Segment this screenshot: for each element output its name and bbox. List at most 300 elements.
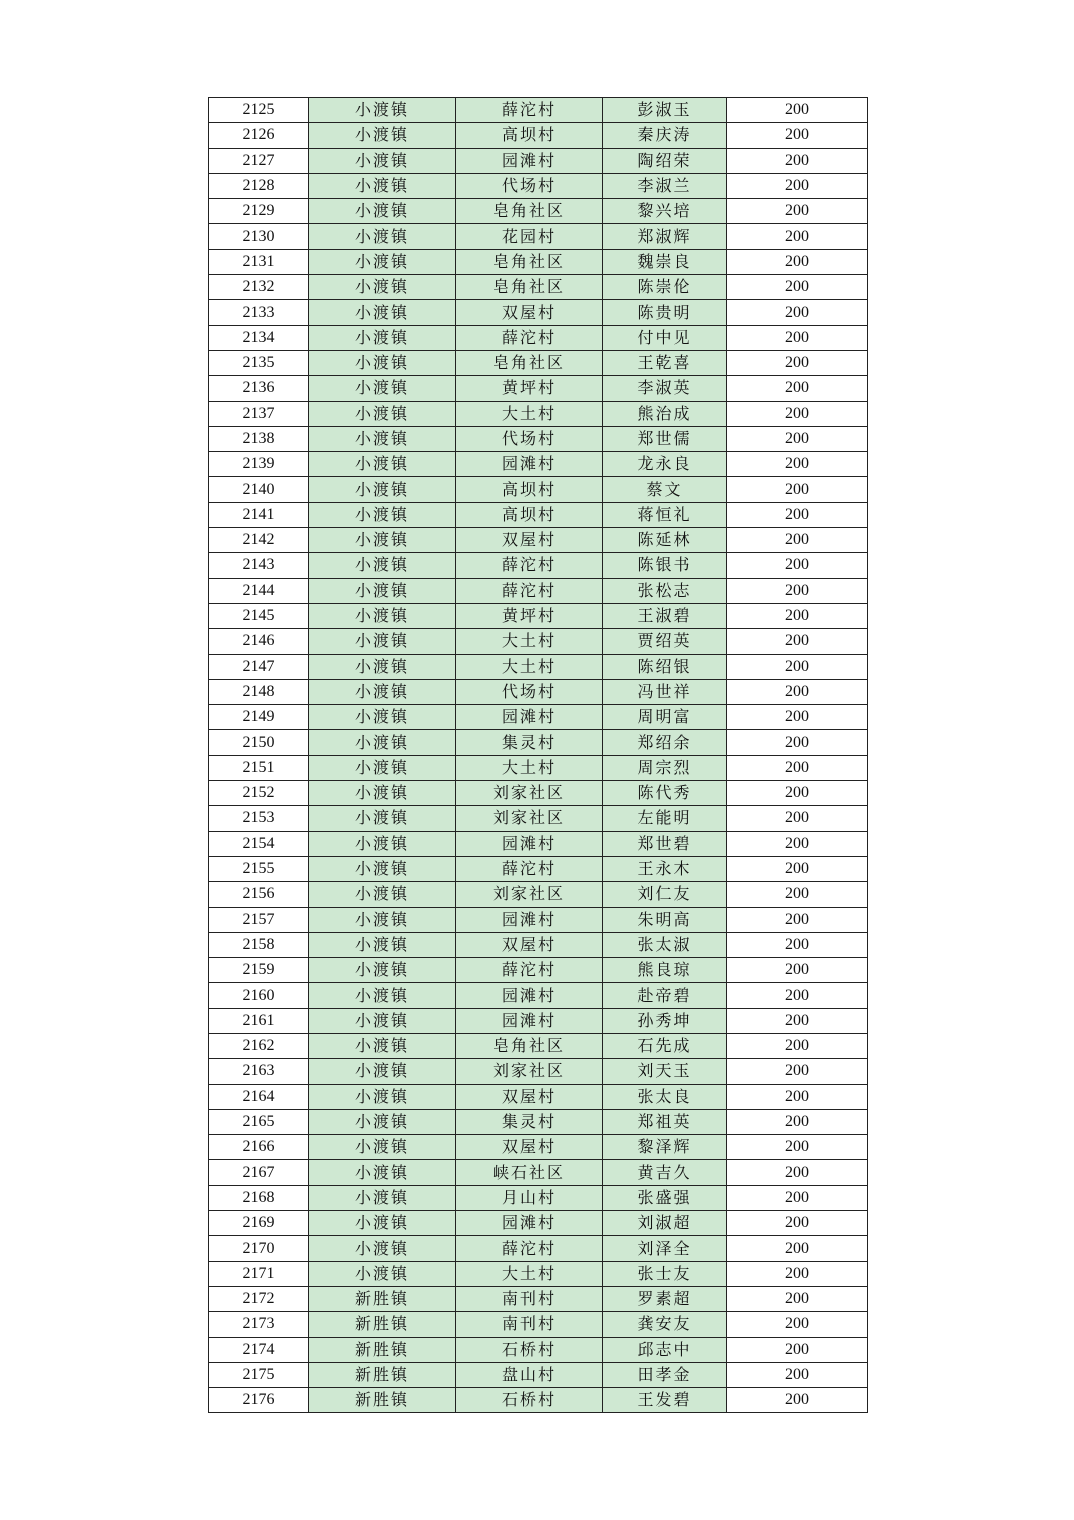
row-number-cell: 2131 xyxy=(209,249,309,274)
table-row xyxy=(209,1211,868,1236)
row-number-cell: 2157 xyxy=(209,907,309,932)
table-row xyxy=(209,654,868,679)
row-number-cell: 2129 xyxy=(209,199,309,224)
amount-cell: 200 xyxy=(727,629,868,654)
village-cell: 大土村 xyxy=(456,1261,603,1286)
town-cell: 小渡镇 xyxy=(309,1084,456,1109)
town-cell: 小渡镇 xyxy=(309,426,456,451)
village-cell: 薛沱村 xyxy=(456,325,603,350)
person-name-cell: 石先成 xyxy=(603,1033,727,1058)
village-cell: 高坝村 xyxy=(456,502,603,527)
town-cell: 小渡镇 xyxy=(309,199,456,224)
person-name-cell: 张太淑 xyxy=(603,932,727,957)
table-row xyxy=(209,1008,868,1033)
village-cell: 皂角社区 xyxy=(456,275,603,300)
person-name-cell: 左能明 xyxy=(603,806,727,831)
table-row xyxy=(209,249,868,274)
person-name-cell: 付中见 xyxy=(603,325,727,350)
table-row xyxy=(209,629,868,654)
amount-cell: 200 xyxy=(727,1261,868,1286)
amount-cell: 200 xyxy=(727,932,868,957)
person-name-cell: 郑世碧 xyxy=(603,831,727,856)
amount-cell: 200 xyxy=(727,1059,868,1084)
town-cell: 小渡镇 xyxy=(309,654,456,679)
village-cell: 刘家社区 xyxy=(456,882,603,907)
row-number-cell: 2148 xyxy=(209,679,309,704)
town-cell: 小渡镇 xyxy=(309,1261,456,1286)
table-row xyxy=(209,1312,868,1337)
town-cell: 小渡镇 xyxy=(309,452,456,477)
amount-cell: 200 xyxy=(727,1033,868,1058)
village-cell: 双屋村 xyxy=(456,1135,603,1160)
row-number-cell: 2173 xyxy=(209,1312,309,1337)
amount-cell: 200 xyxy=(727,123,868,148)
amount-cell: 200 xyxy=(727,350,868,375)
row-number-cell: 2165 xyxy=(209,1109,309,1134)
row-number-cell: 2168 xyxy=(209,1185,309,1210)
person-name-cell: 黎兴培 xyxy=(603,199,727,224)
row-number-cell: 2149 xyxy=(209,705,309,730)
town-cell: 小渡镇 xyxy=(309,98,456,123)
village-cell: 薛沱村 xyxy=(456,958,603,983)
town-cell: 小渡镇 xyxy=(309,1059,456,1084)
village-cell: 集灵村 xyxy=(456,1109,603,1134)
village-cell: 南刊村 xyxy=(456,1312,603,1337)
amount-cell: 200 xyxy=(727,983,868,1008)
table-row xyxy=(209,932,868,957)
person-name-cell: 邱志中 xyxy=(603,1337,727,1362)
amount-cell: 200 xyxy=(727,958,868,983)
person-name-cell: 周宗烈 xyxy=(603,755,727,780)
person-name-cell: 秦庆涛 xyxy=(603,123,727,148)
town-cell: 小渡镇 xyxy=(309,629,456,654)
village-cell: 双屋村 xyxy=(456,300,603,325)
town-cell: 小渡镇 xyxy=(309,1135,456,1160)
row-number-cell: 2150 xyxy=(209,730,309,755)
village-cell: 皂角社区 xyxy=(456,1033,603,1058)
person-name-cell: 陈崇伦 xyxy=(603,275,727,300)
village-cell: 薛沱村 xyxy=(456,1236,603,1261)
village-cell: 薛沱村 xyxy=(456,553,603,578)
town-cell: 小渡镇 xyxy=(309,148,456,173)
amount-cell: 200 xyxy=(727,528,868,553)
row-number-cell: 2156 xyxy=(209,882,309,907)
table-body xyxy=(209,98,868,1413)
amount-cell: 200 xyxy=(727,730,868,755)
town-cell: 小渡镇 xyxy=(309,1109,456,1134)
town-cell: 小渡镇 xyxy=(309,553,456,578)
amount-cell: 200 xyxy=(727,401,868,426)
table-row xyxy=(209,1236,868,1261)
town-cell: 小渡镇 xyxy=(309,603,456,628)
person-name-cell: 李淑英 xyxy=(603,376,727,401)
row-number-cell: 2143 xyxy=(209,553,309,578)
town-cell: 小渡镇 xyxy=(309,983,456,1008)
amount-cell: 200 xyxy=(727,148,868,173)
amount-cell: 200 xyxy=(727,325,868,350)
table-row xyxy=(209,1084,868,1109)
person-name-cell: 王淑碧 xyxy=(603,603,727,628)
village-cell: 黄坪村 xyxy=(456,376,603,401)
person-name-cell: 熊治成 xyxy=(603,401,727,426)
village-cell: 园滩村 xyxy=(456,452,603,477)
person-name-cell: 孙秀坤 xyxy=(603,1008,727,1033)
row-number-cell: 2163 xyxy=(209,1059,309,1084)
table-row xyxy=(209,1059,868,1084)
person-name-cell: 蒋恒礼 xyxy=(603,502,727,527)
village-cell: 石桥村 xyxy=(456,1337,603,1362)
town-cell: 小渡镇 xyxy=(309,123,456,148)
town-cell: 小渡镇 xyxy=(309,1033,456,1058)
table-row xyxy=(209,224,868,249)
row-number-cell: 2151 xyxy=(209,755,309,780)
table-row xyxy=(209,856,868,881)
town-cell: 小渡镇 xyxy=(309,806,456,831)
town-cell: 小渡镇 xyxy=(309,907,456,932)
town-cell: 小渡镇 xyxy=(309,705,456,730)
row-number-cell: 2144 xyxy=(209,578,309,603)
row-number-cell: 2158 xyxy=(209,932,309,957)
village-cell: 高坝村 xyxy=(456,123,603,148)
person-name-cell: 郑祖英 xyxy=(603,1109,727,1134)
row-number-cell: 2171 xyxy=(209,1261,309,1286)
village-cell: 园滩村 xyxy=(456,1008,603,1033)
person-name-cell: 郑绍余 xyxy=(603,730,727,755)
town-cell: 新胜镇 xyxy=(309,1388,456,1413)
village-cell: 代场村 xyxy=(456,679,603,704)
amount-cell: 200 xyxy=(727,1388,868,1413)
town-cell: 新胜镇 xyxy=(309,1362,456,1387)
person-name-cell: 彭淑玉 xyxy=(603,98,727,123)
row-number-cell: 2128 xyxy=(209,173,309,198)
row-number-cell: 2125 xyxy=(209,98,309,123)
town-cell: 小渡镇 xyxy=(309,831,456,856)
person-name-cell: 张太良 xyxy=(603,1084,727,1109)
table-row xyxy=(209,806,868,831)
town-cell: 小渡镇 xyxy=(309,679,456,704)
table-row xyxy=(209,401,868,426)
town-cell: 小渡镇 xyxy=(309,300,456,325)
subsidy-table xyxy=(208,97,868,1413)
table-row xyxy=(209,907,868,932)
row-number-cell: 2145 xyxy=(209,603,309,628)
town-cell: 新胜镇 xyxy=(309,1337,456,1362)
amount-cell: 200 xyxy=(727,781,868,806)
row-number-cell: 2130 xyxy=(209,224,309,249)
table-row xyxy=(209,1135,868,1160)
table-row xyxy=(209,275,868,300)
person-name-cell: 陶绍荣 xyxy=(603,148,727,173)
village-cell: 黄坪村 xyxy=(456,603,603,628)
person-name-cell: 李淑兰 xyxy=(603,173,727,198)
row-number-cell: 2174 xyxy=(209,1337,309,1362)
row-number-cell: 2175 xyxy=(209,1362,309,1387)
amount-cell: 200 xyxy=(727,1286,868,1311)
village-cell: 刘家社区 xyxy=(456,781,603,806)
village-cell: 峡石社区 xyxy=(456,1160,603,1185)
row-number-cell: 2138 xyxy=(209,426,309,451)
village-cell: 园滩村 xyxy=(456,1211,603,1236)
village-cell: 园滩村 xyxy=(456,148,603,173)
table-row xyxy=(209,98,868,123)
town-cell: 小渡镇 xyxy=(309,578,456,603)
person-name-cell: 朱明高 xyxy=(603,907,727,932)
row-number-cell: 2153 xyxy=(209,806,309,831)
table-row xyxy=(209,452,868,477)
town-cell: 小渡镇 xyxy=(309,249,456,274)
table-row xyxy=(209,730,868,755)
row-number-cell: 2126 xyxy=(209,123,309,148)
row-number-cell: 2160 xyxy=(209,983,309,1008)
person-name-cell: 陈银书 xyxy=(603,553,727,578)
row-number-cell: 2164 xyxy=(209,1084,309,1109)
row-number-cell: 2127 xyxy=(209,148,309,173)
village-cell: 月山村 xyxy=(456,1185,603,1210)
village-cell: 集灵村 xyxy=(456,730,603,755)
amount-cell: 200 xyxy=(727,1008,868,1033)
amount-cell: 200 xyxy=(727,1185,868,1210)
village-cell: 皂角社区 xyxy=(456,199,603,224)
table-row xyxy=(209,1362,868,1387)
row-number-cell: 2135 xyxy=(209,350,309,375)
row-number-cell: 2147 xyxy=(209,654,309,679)
table-row xyxy=(209,350,868,375)
person-name-cell: 张盛强 xyxy=(603,1185,727,1210)
amount-cell: 200 xyxy=(727,173,868,198)
row-number-cell: 2172 xyxy=(209,1286,309,1311)
person-name-cell: 王发碧 xyxy=(603,1388,727,1413)
table-row xyxy=(209,325,868,350)
row-number-cell: 2176 xyxy=(209,1388,309,1413)
row-number-cell: 2166 xyxy=(209,1135,309,1160)
village-cell: 双屋村 xyxy=(456,1084,603,1109)
town-cell: 小渡镇 xyxy=(309,502,456,527)
table-row xyxy=(209,477,868,502)
amount-cell: 200 xyxy=(727,98,868,123)
amount-cell: 200 xyxy=(727,1109,868,1134)
town-cell: 小渡镇 xyxy=(309,1160,456,1185)
amount-cell: 200 xyxy=(727,300,868,325)
village-cell: 皂角社区 xyxy=(456,249,603,274)
person-name-cell: 王乾喜 xyxy=(603,350,727,375)
person-name-cell: 罗素超 xyxy=(603,1286,727,1311)
amount-cell: 200 xyxy=(727,553,868,578)
amount-cell: 200 xyxy=(727,1084,868,1109)
person-name-cell: 黎泽辉 xyxy=(603,1135,727,1160)
person-name-cell: 刘天玉 xyxy=(603,1059,727,1084)
amount-cell: 200 xyxy=(727,578,868,603)
amount-cell: 200 xyxy=(727,1337,868,1362)
person-name-cell: 王永木 xyxy=(603,856,727,881)
person-name-cell: 魏崇良 xyxy=(603,249,727,274)
table-row xyxy=(209,603,868,628)
amount-cell: 200 xyxy=(727,1362,868,1387)
amount-cell: 200 xyxy=(727,856,868,881)
person-name-cell: 周明富 xyxy=(603,705,727,730)
amount-cell: 200 xyxy=(727,882,868,907)
person-name-cell: 熊良琼 xyxy=(603,958,727,983)
person-name-cell: 龙永良 xyxy=(603,452,727,477)
amount-cell: 200 xyxy=(727,705,868,730)
amount-cell: 200 xyxy=(727,376,868,401)
table-row xyxy=(209,755,868,780)
town-cell: 小渡镇 xyxy=(309,882,456,907)
amount-cell: 200 xyxy=(727,452,868,477)
table-row xyxy=(209,426,868,451)
table-row xyxy=(209,1261,868,1286)
table-row xyxy=(209,123,868,148)
row-number-cell: 2134 xyxy=(209,325,309,350)
table-row xyxy=(209,148,868,173)
table-row xyxy=(209,958,868,983)
town-cell: 小渡镇 xyxy=(309,1008,456,1033)
row-number-cell: 2137 xyxy=(209,401,309,426)
table-row xyxy=(209,705,868,730)
person-name-cell: 田孝金 xyxy=(603,1362,727,1387)
village-cell: 大土村 xyxy=(456,401,603,426)
table-row xyxy=(209,173,868,198)
amount-cell: 200 xyxy=(727,755,868,780)
row-number-cell: 2152 xyxy=(209,781,309,806)
person-name-cell: 刘仁友 xyxy=(603,882,727,907)
table-row xyxy=(209,502,868,527)
amount-cell: 200 xyxy=(727,603,868,628)
town-cell: 小渡镇 xyxy=(309,856,456,881)
village-cell: 双屋村 xyxy=(456,528,603,553)
row-number-cell: 2146 xyxy=(209,629,309,654)
table-row xyxy=(209,781,868,806)
town-cell: 小渡镇 xyxy=(309,1211,456,1236)
table-row xyxy=(209,1185,868,1210)
town-cell: 小渡镇 xyxy=(309,224,456,249)
person-name-cell: 张松志 xyxy=(603,578,727,603)
amount-cell: 200 xyxy=(727,1135,868,1160)
town-cell: 小渡镇 xyxy=(309,528,456,553)
row-number-cell: 2141 xyxy=(209,502,309,527)
amount-cell: 200 xyxy=(727,1312,868,1337)
person-name-cell: 黄吉久 xyxy=(603,1160,727,1185)
town-cell: 小渡镇 xyxy=(309,730,456,755)
table-row xyxy=(209,831,868,856)
town-cell: 小渡镇 xyxy=(309,477,456,502)
village-cell: 代场村 xyxy=(456,426,603,451)
amount-cell: 200 xyxy=(727,907,868,932)
village-cell: 石桥村 xyxy=(456,1388,603,1413)
table-row xyxy=(209,1033,868,1058)
village-cell: 花园村 xyxy=(456,224,603,249)
town-cell: 小渡镇 xyxy=(309,1185,456,1210)
row-number-cell: 2140 xyxy=(209,477,309,502)
village-cell: 刘家社区 xyxy=(456,806,603,831)
village-cell: 盘山村 xyxy=(456,1362,603,1387)
town-cell: 小渡镇 xyxy=(309,350,456,375)
row-number-cell: 2154 xyxy=(209,831,309,856)
amount-cell: 200 xyxy=(727,679,868,704)
village-cell: 薛沱村 xyxy=(456,578,603,603)
village-cell: 皂角社区 xyxy=(456,350,603,375)
table-row xyxy=(209,553,868,578)
row-number-cell: 2162 xyxy=(209,1033,309,1058)
table-row xyxy=(209,1109,868,1134)
town-cell: 小渡镇 xyxy=(309,755,456,780)
person-name-cell: 陈延林 xyxy=(603,528,727,553)
table-row xyxy=(209,882,868,907)
table-row xyxy=(209,528,868,553)
table-row xyxy=(209,578,868,603)
town-cell: 小渡镇 xyxy=(309,958,456,983)
village-cell: 双屋村 xyxy=(456,932,603,957)
amount-cell: 200 xyxy=(727,806,868,831)
table-row xyxy=(209,1388,868,1413)
amount-cell: 200 xyxy=(727,1211,868,1236)
person-name-cell: 郑淑辉 xyxy=(603,224,727,249)
person-name-cell: 陈贵明 xyxy=(603,300,727,325)
amount-cell: 200 xyxy=(727,249,868,274)
village-cell: 园滩村 xyxy=(456,705,603,730)
town-cell: 新胜镇 xyxy=(309,1312,456,1337)
village-cell: 大土村 xyxy=(456,654,603,679)
row-number-cell: 2170 xyxy=(209,1236,309,1261)
table-row xyxy=(209,679,868,704)
person-name-cell: 刘淑超 xyxy=(603,1211,727,1236)
person-name-cell: 蔡文 xyxy=(603,477,727,502)
town-cell: 小渡镇 xyxy=(309,325,456,350)
village-cell: 南刊村 xyxy=(456,1286,603,1311)
table-row xyxy=(209,199,868,224)
village-cell: 大土村 xyxy=(456,755,603,780)
amount-cell: 200 xyxy=(727,654,868,679)
village-cell: 大土村 xyxy=(456,629,603,654)
table-row xyxy=(209,1286,868,1311)
amount-cell: 200 xyxy=(727,1236,868,1261)
amount-cell: 200 xyxy=(727,426,868,451)
person-name-cell: 刘泽全 xyxy=(603,1236,727,1261)
table-row xyxy=(209,300,868,325)
town-cell: 小渡镇 xyxy=(309,173,456,198)
person-name-cell: 张士友 xyxy=(603,1261,727,1286)
town-cell: 小渡镇 xyxy=(309,781,456,806)
table-row xyxy=(209,983,868,1008)
row-number-cell: 2132 xyxy=(209,275,309,300)
town-cell: 小渡镇 xyxy=(309,1236,456,1261)
village-cell: 园滩村 xyxy=(456,831,603,856)
amount-cell: 200 xyxy=(727,477,868,502)
person-name-cell: 贾绍英 xyxy=(603,629,727,654)
row-number-cell: 2159 xyxy=(209,958,309,983)
village-cell: 刘家社区 xyxy=(456,1059,603,1084)
row-number-cell: 2155 xyxy=(209,856,309,881)
amount-cell: 200 xyxy=(727,1160,868,1185)
village-cell: 高坝村 xyxy=(456,477,603,502)
amount-cell: 200 xyxy=(727,199,868,224)
table-row xyxy=(209,1337,868,1362)
row-number-cell: 2161 xyxy=(209,1008,309,1033)
row-number-cell: 2169 xyxy=(209,1211,309,1236)
town-cell: 小渡镇 xyxy=(309,275,456,300)
table-row xyxy=(209,376,868,401)
row-number-cell: 2136 xyxy=(209,376,309,401)
amount-cell: 200 xyxy=(727,275,868,300)
amount-cell: 200 xyxy=(727,224,868,249)
town-cell: 小渡镇 xyxy=(309,376,456,401)
person-name-cell: 郑世儒 xyxy=(603,426,727,451)
row-number-cell: 2167 xyxy=(209,1160,309,1185)
person-name-cell: 赴帝碧 xyxy=(603,983,727,1008)
town-cell: 小渡镇 xyxy=(309,932,456,957)
person-name-cell: 龚安友 xyxy=(603,1312,727,1337)
village-cell: 园滩村 xyxy=(456,983,603,1008)
village-cell: 薛沱村 xyxy=(456,856,603,881)
